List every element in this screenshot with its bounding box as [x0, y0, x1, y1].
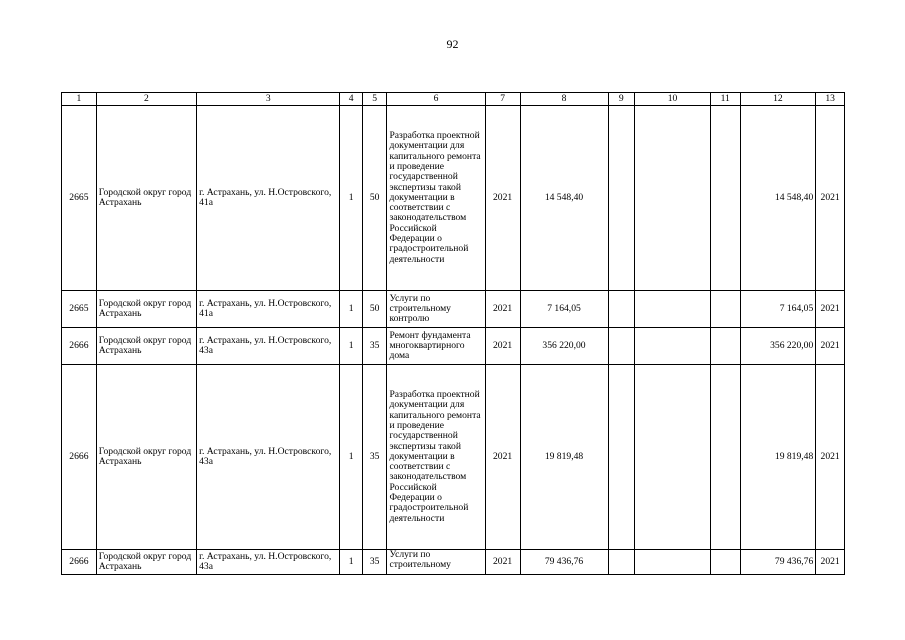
cell-col4: 1	[340, 328, 363, 365]
column-header: 1	[62, 93, 97, 106]
cell-year: 2021	[485, 365, 520, 550]
table-body	[62, 106, 845, 575]
table-row	[62, 291, 845, 328]
column-header: 4	[340, 93, 363, 106]
cell-work-type	[387, 550, 485, 575]
cell-municipality: Городской округ город Астрахань	[96, 328, 196, 365]
cell-col9	[608, 291, 635, 328]
cell-municipality: Городской округ город Астрахань	[96, 365, 196, 550]
capital-repair-table	[61, 92, 845, 575]
cell-number: 2666	[62, 550, 97, 575]
cell-municipality: Городской округ город Астрахань	[96, 550, 196, 575]
cell-work-type: Разработка проектной документации для капитального ремонта и проведение государственной экспертизы такой документации в соответствии с законодательством Российской Федерации о градостроительной деятельности	[387, 365, 485, 550]
cell-address: г. Астрахань, ул. Н.Островского, 43а	[197, 365, 340, 550]
cell-number: 2666	[62, 328, 97, 365]
cell-municipality: Городской округ город Астрахань	[96, 106, 196, 291]
column-header: 2	[96, 93, 196, 106]
table-row	[62, 365, 845, 550]
cell-col10	[635, 106, 711, 291]
table-header	[62, 93, 845, 106]
cell-address: г. Астрахань, ул. Н.Островского, 43а	[197, 550, 340, 575]
cell-col11	[710, 291, 740, 328]
cell-col12: 19 819,48	[740, 365, 816, 550]
cell-col4: 1	[340, 291, 363, 328]
page-number: 92	[446, 37, 459, 51]
column-header: 11	[710, 93, 740, 106]
column-header: 6	[387, 93, 485, 106]
cell-col4: 1	[340, 365, 363, 550]
cell-col11	[710, 550, 740, 575]
cell-year: 2021	[485, 291, 520, 328]
cell-col12: 79 436,76	[740, 550, 816, 575]
column-header: 8	[520, 93, 608, 106]
table-row	[62, 550, 845, 575]
cell-col12: 356 220,00	[740, 328, 816, 365]
cell-address: г. Астрахань, ул. Н.Островского, 41а	[197, 291, 340, 328]
cell-col10	[635, 291, 711, 328]
column-header: 9	[608, 93, 635, 106]
cell-work-type: Разработка проектной документации для капитального ремонта и проведение государственной экспертизы такой документации в соответствии с законодательством Российской Федерации о градостроительной деятельности	[387, 106, 485, 291]
column-header: 10	[635, 93, 711, 106]
cell-col5: 50	[362, 291, 387, 328]
cell-col4: 1	[340, 550, 363, 575]
cell-col9	[608, 550, 635, 575]
cell-work-type-text: Услуги по строительному	[389, 550, 451, 571]
column-header: 13	[816, 93, 845, 106]
column-header: 12	[740, 93, 816, 106]
cell-year: 2021	[485, 106, 520, 291]
cell-number: 2666	[62, 365, 97, 550]
cell-col12: 14 548,40	[740, 106, 816, 291]
cell-work-type-text: Ремонт фундамента многоквартирного дома	[389, 330, 471, 362]
cell-number: 2665	[62, 291, 97, 328]
cell-col9	[608, 106, 635, 291]
cell-col10	[635, 328, 711, 365]
cell-col11	[710, 328, 740, 365]
cell-col4: 1	[340, 106, 363, 291]
cell-address: г. Астрахань, ул. Н.Островского, 41а	[197, 106, 340, 291]
cell-work-type-text: Услуги по строительному контролю	[389, 293, 451, 325]
cell-cost: 7 164,05	[520, 291, 608, 328]
cell-year: 2021	[485, 550, 520, 575]
cell-col13: 2021	[816, 550, 845, 575]
cell-col9	[608, 328, 635, 365]
cell-col11	[710, 365, 740, 550]
header-row	[62, 93, 845, 106]
cell-col13: 2021	[816, 328, 845, 365]
cell-work-type	[387, 328, 485, 365]
table-row	[62, 106, 845, 291]
cell-cost: 356 220,00	[520, 328, 608, 365]
column-header: 3	[197, 93, 340, 106]
cell-municipality: Городской округ город Астрахань	[96, 291, 196, 328]
cell-col13: 2021	[816, 365, 845, 550]
cell-col9	[608, 365, 635, 550]
cell-col5: 35	[362, 328, 387, 365]
cell-number: 2665	[62, 106, 97, 291]
cell-col13: 2021	[816, 291, 845, 328]
cell-work-type	[387, 291, 485, 328]
cell-col13: 2021	[816, 106, 845, 291]
cell-address: г. Астрахань, ул. Н.Островского, 43а	[197, 328, 340, 365]
table-row	[62, 328, 845, 365]
cell-col12: 7 164,05	[740, 291, 816, 328]
cell-cost: 14 548,40	[520, 106, 608, 291]
cell-cost: 19 819,48	[520, 365, 608, 550]
cell-col10	[635, 365, 711, 550]
cell-col10	[635, 550, 711, 575]
cell-col5: 50	[362, 106, 387, 291]
cell-col11	[710, 106, 740, 291]
column-header: 7	[485, 93, 520, 106]
cell-col5: 35	[362, 365, 387, 550]
cell-cost: 79 436,76	[520, 550, 608, 575]
cell-year: 2021	[485, 328, 520, 365]
cell-col5: 35	[362, 550, 387, 575]
column-header: 5	[362, 93, 387, 106]
